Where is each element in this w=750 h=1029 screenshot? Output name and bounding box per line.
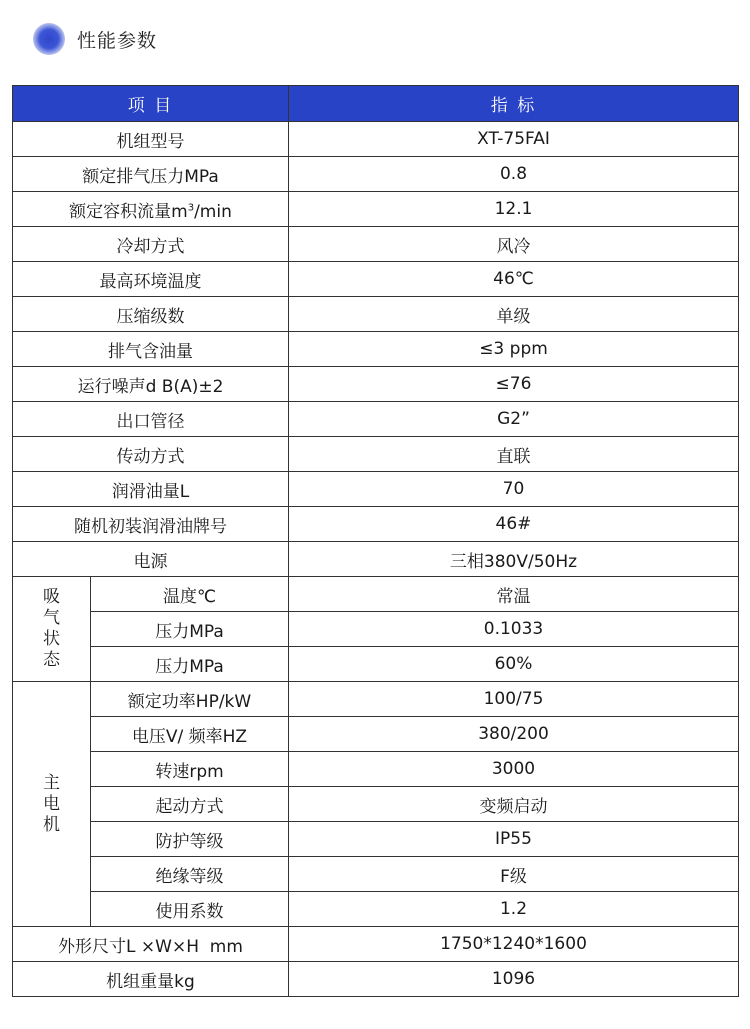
row-value: 100/75 [289,682,739,717]
group-char: 气 [43,608,60,628]
section-title: 性能参数 [77,29,158,52]
circle-bullet-icon [33,23,65,55]
table-row [13,262,739,297]
table-row [13,297,739,332]
row-value: 46℃ [289,262,739,297]
row-value: 1750*1240*1600 [289,927,739,962]
table-row [13,367,739,402]
row-value: XT-75FAI [289,122,739,157]
row-label: 电源 [13,542,289,577]
group-char: 状 [43,629,60,649]
row-label: 额定排气压力MPa [13,157,289,192]
row-label: 使用系数 [91,892,289,927]
row-label: 防护等级 [91,822,289,857]
row-value: 1096 [289,962,739,997]
row-value: 46# [289,507,739,542]
row-value: 0.1033 [289,612,739,647]
row-value: 70 [289,472,739,507]
row-label: 运行噪声d B(A)±2 [13,367,289,402]
table-row [13,647,739,682]
section-header [33,22,157,56]
row-label: 绝缘等级 [91,857,289,892]
group-char: 主 [43,772,60,793]
row-value: 60% [289,647,739,682]
row-value: 常温 [289,577,739,612]
row-value: 0.8 [289,157,739,192]
table-row [13,192,739,227]
table-row [13,437,739,472]
table-row [13,542,739,577]
row-label [13,192,289,227]
row-label: 冷却方式 [13,227,289,262]
row-value: ≤3 ppm [289,332,739,367]
row-label: 传动方式 [13,437,289,472]
row-value: 12.1 [289,192,739,227]
group-char: 态 [43,650,60,670]
row-label: 外形尺寸L ×W×H mm [13,927,289,962]
row-value: 变频启动 [289,787,739,822]
table-row [13,752,739,787]
row-label: 压缩级数 [13,297,289,332]
row-value: G2” [289,402,739,437]
table-row [13,402,739,437]
table-row [13,122,739,157]
row-label-prefix: 额定容积流量m [69,201,188,222]
row-label: 转速rpm [91,752,289,787]
row-label-superscript: 3 [187,201,195,213]
table-row [13,892,739,927]
spec-table [12,85,739,997]
group-char: 机 [43,814,60,835]
row-value: 三相380V/50Hz [289,542,739,577]
row-label: 压力MPa [91,647,289,682]
row-label: 温度℃ [91,577,289,612]
group-char: 电 [43,793,60,814]
row-label: 额定功率HP/kW [91,682,289,717]
row-value: F级 [289,857,739,892]
table-row [13,822,739,857]
row-value: 风冷 [289,227,739,262]
table-row [13,612,739,647]
row-value: 直联 [289,437,739,472]
table-row [13,332,739,367]
row-value: 380/200 [289,717,739,752]
table-row [13,787,739,822]
group-char: 吸 [43,587,60,607]
table-row [13,577,739,612]
row-label: 起动方式 [91,787,289,822]
table-row [13,227,739,262]
row-label: 最高环境温度 [13,262,289,297]
row-label: 压力MPa [91,612,289,647]
row-value: IP55 [289,822,739,857]
row-label: 出口管径 [13,402,289,437]
table-row [13,717,739,752]
group-label-intake [13,577,91,682]
row-value: 单级 [289,297,739,332]
table-row [13,472,739,507]
row-label-suffix: /min [194,201,232,222]
row-label: 机组重量kg [13,962,289,997]
row-label: 润滑油量L [13,472,289,507]
column-header-item: 项 目 [13,86,289,122]
table-header-row [13,86,739,122]
table-row [13,157,739,192]
table-row [13,857,739,892]
row-label: 排气含油量 [13,332,289,367]
row-value: 1.2 [289,892,739,927]
table-row [13,682,739,717]
table-row [13,507,739,542]
group-label-motor [13,682,91,927]
row-value: 3000 [289,752,739,787]
row-value: ≤76 [289,367,739,402]
row-label: 随机初装润滑油牌号 [13,507,289,542]
column-header-value: 指 标 [289,86,739,122]
row-label: 电压V/ 频率HZ [91,717,289,752]
table-row [13,962,739,997]
row-label: 机组型号 [13,122,289,157]
table-row [13,927,739,962]
